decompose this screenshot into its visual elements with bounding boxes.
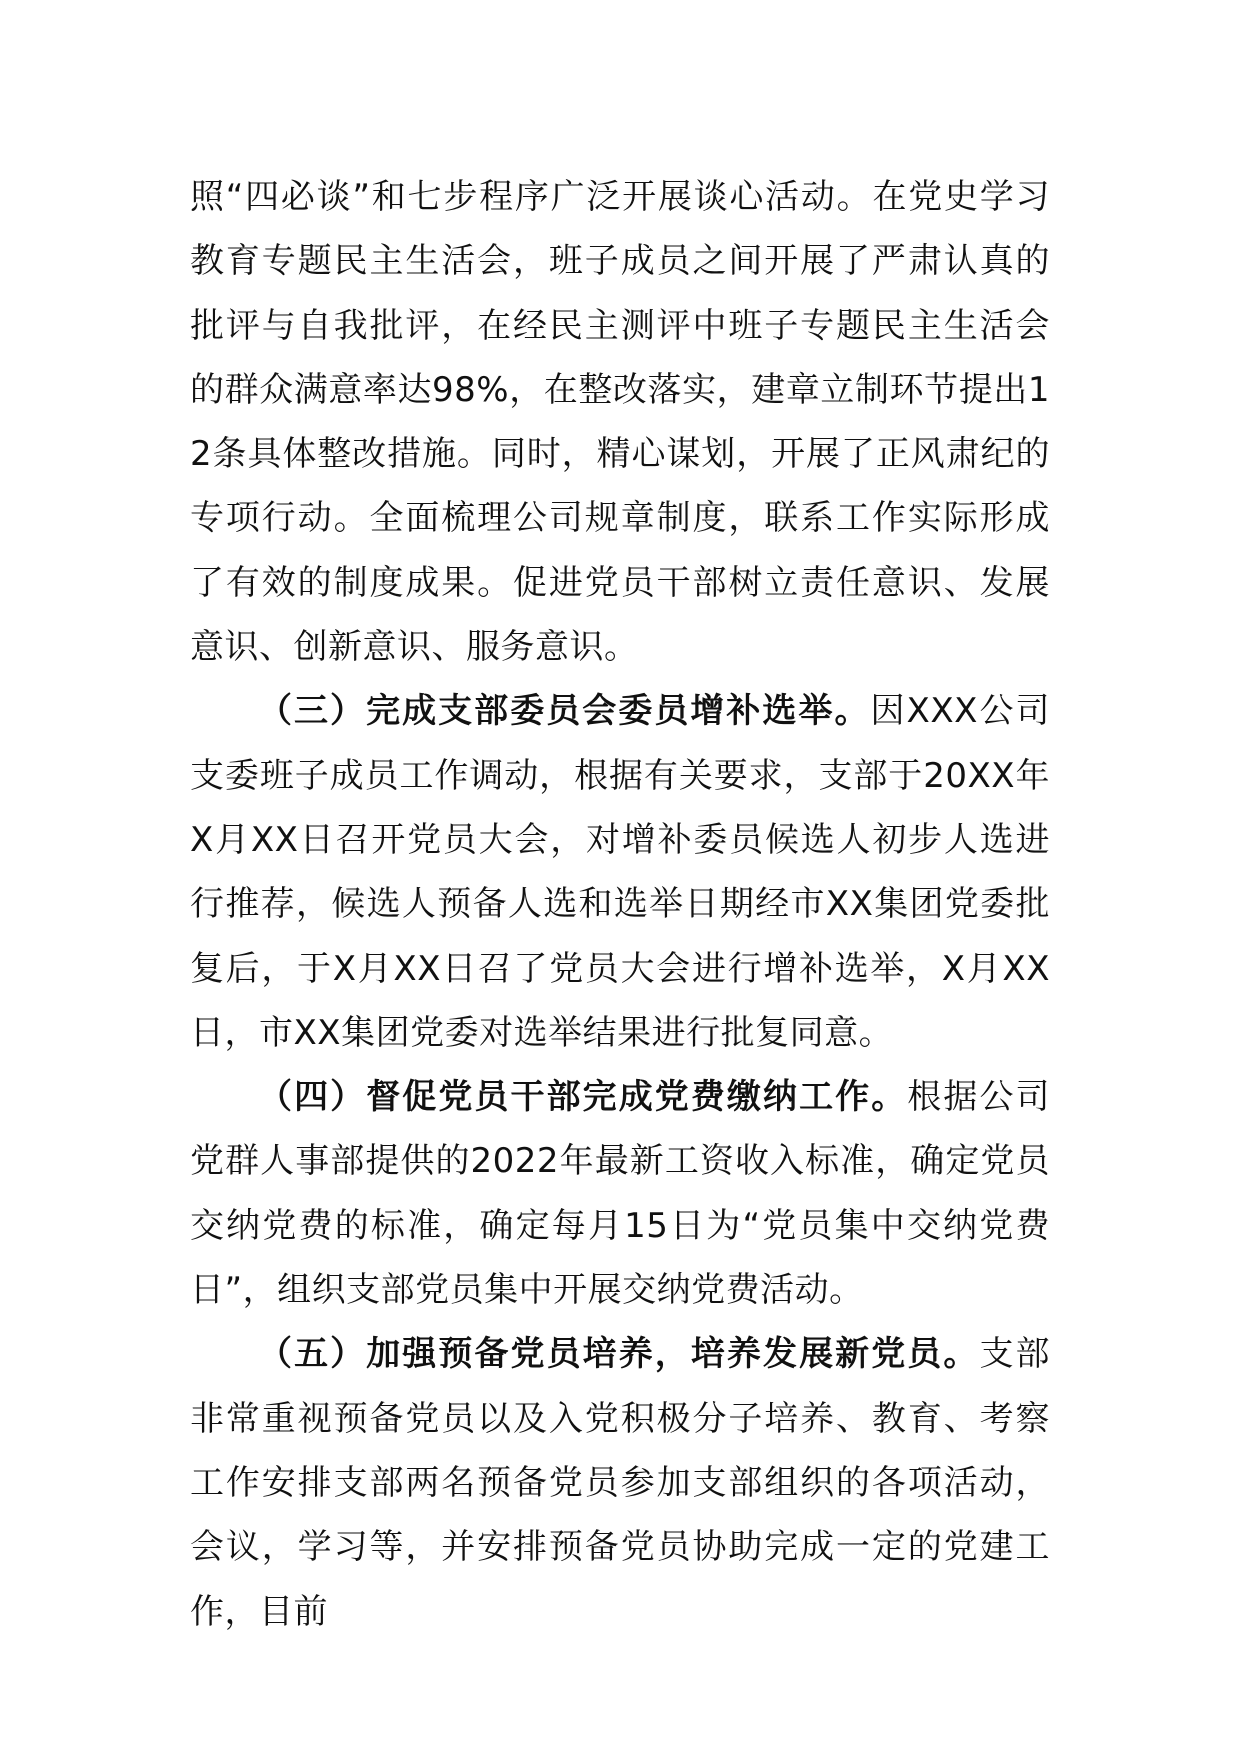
- paragraph-text: 因XXX公司支委班子成员工作调动，根据有关要求，支部于20XX年X月XX日召开党员大会，对增补委员候选人初步人选进行推荐，候选人预备人选和选举日期经市XX集团党委批复后，于X月XX日召了党员大会进行增补选举，X月XX日，市XX集团党委对选举结果进行批复同意。: [190, 691, 1050, 1053]
- document-body: [190, 165, 1050, 1644]
- paragraph-section-4: [190, 1065, 1050, 1322]
- section-heading-3: （三）完成支部委员会委员增补选举。: [258, 691, 871, 732]
- paragraph-text: 照“四必谈”和七步程序广泛开展谈心活动。在党史学习教育专题民主生活会，班子成员之间开展了严肃认真的批评与自我批评，在经民主测评中班子专题民主生活会的群众满意率达98%，在整改落实，建章立制环节提出12条具体整改措施。同时，精心谋划，开展了正风肃纪的专项行动。全面梳理公司规章制度，联系工作实际形成了有效的制度成果。促进党员干部树立责任意识、发展意识、创新意识、服务意识。: [190, 177, 1050, 668]
- paragraph-section-5: [190, 1322, 1050, 1643]
- paragraph-text: 根据公司党群人事部提供的2022年最新工资收入标准，确定党员交纳党费的标准，确定每月15日为“党员集中交纳党费日”，组织支部党员集中开展交纳党费活动。: [190, 1077, 1051, 1311]
- paragraph-section-3: [190, 679, 1050, 1065]
- section-heading-5: （五）加强预备党员培养，培养发展新党员。: [258, 1334, 980, 1375]
- paragraph-continuation: [190, 165, 1050, 679]
- section-heading-4: （四）督促党员干部完成党费缴纳工作。: [258, 1077, 908, 1118]
- paragraph-text: 支部非常重视预备党员以及入党积极分子培养、教育、考察工作安排支部两名预备党员参加支部组织的各项活动，会议，学习等，并安排预备党员协助完成一定的党建工作，目前: [190, 1334, 1051, 1632]
